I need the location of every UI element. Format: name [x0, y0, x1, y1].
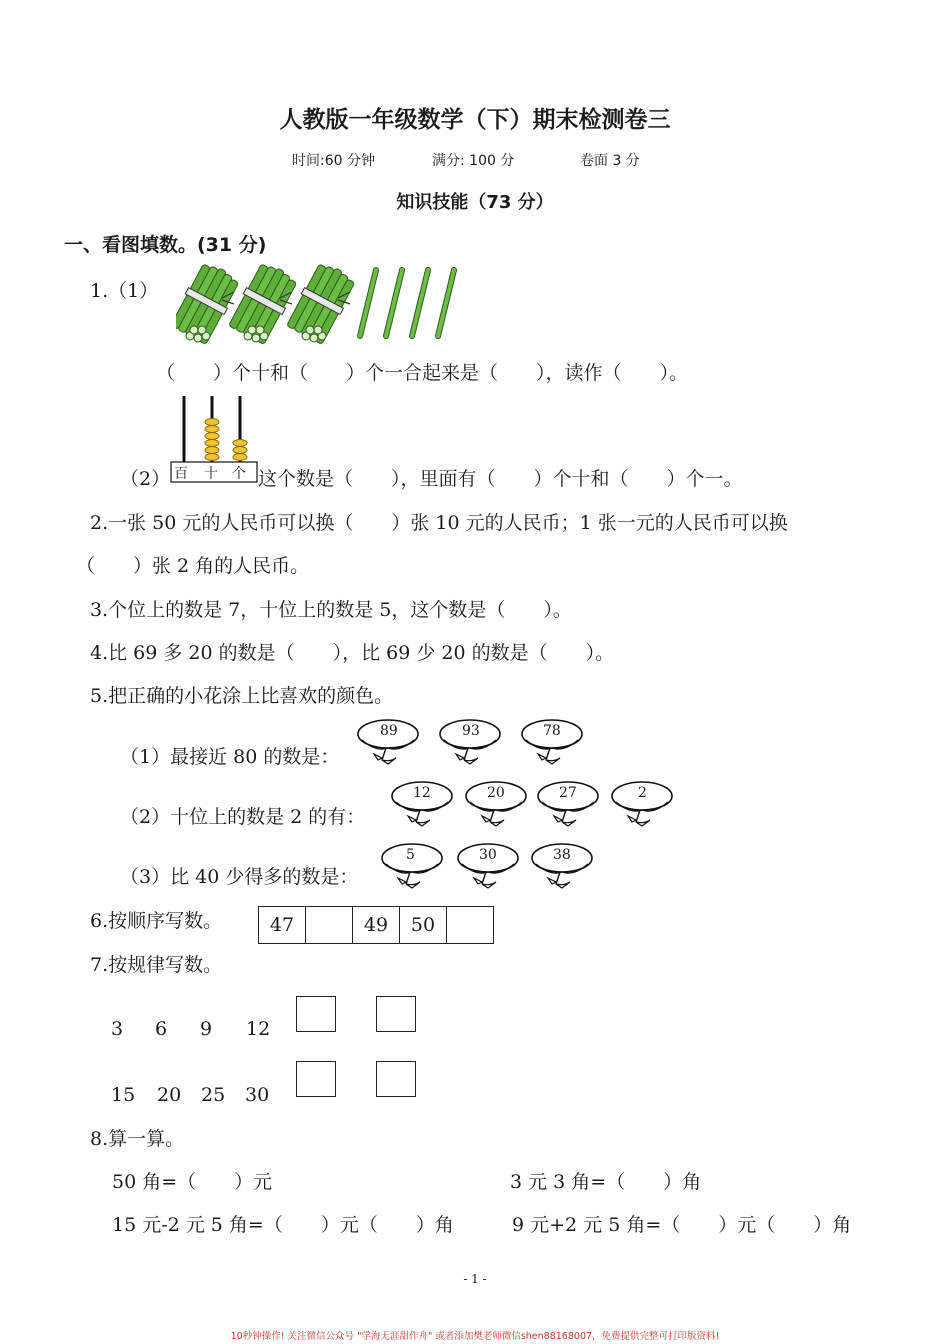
q5-title: 5.把正确的小花涂上比喜欢的颜色。 [90, 685, 394, 707]
exam-full-score: 满分: 100 分 [432, 153, 515, 169]
abacus-label-ones: 个 [232, 466, 246, 482]
flower-number: 38 [553, 847, 571, 863]
q8-label: 8.算一算。 [90, 1128, 185, 1150]
pattern-number: 3 [111, 1018, 124, 1040]
stick-bundles-illustration [176, 262, 466, 346]
page-title: 人教版一年级数学（下）期末检测卷三 [279, 107, 671, 133]
pattern-number: 25 [201, 1084, 226, 1106]
flower-number: 5 [406, 847, 415, 863]
q3-text: 3.个位上的数是 7，十位上的数是 5，这个数是（ ）。 [90, 599, 572, 621]
abacus-label-hundreds: 百 [174, 466, 188, 482]
flower-number: 12 [413, 785, 431, 801]
flower-number: 20 [487, 785, 505, 801]
q4-text: 4.比 69 多 20 的数是（ ），比 69 少 20 的数是（ ）。 [90, 642, 615, 664]
sequence-cell: 49 [353, 907, 400, 944]
answer-box[interactable] [296, 1061, 336, 1097]
q1-part2-label: （2） [120, 468, 171, 490]
pattern-number: 6 [155, 1018, 168, 1040]
abacus-label-tens: 十 [204, 466, 218, 482]
flower-number: 2 [638, 785, 647, 801]
pattern-number: 30 [245, 1084, 270, 1106]
q5-row1-label: （1）最接近 80 的数是： [120, 746, 340, 768]
q2-line2: （ ）张 2 角的人民币。 [76, 555, 310, 577]
q8-item: 9 元+2 元 5 角=（ ）元（ ）角 [512, 1214, 852, 1236]
q7-label: 7.按规律写数。 [90, 954, 223, 976]
pattern-number: 15 [111, 1084, 136, 1106]
sequence-table [258, 906, 494, 944]
answer-box[interactable] [296, 996, 336, 1032]
pattern-number: 9 [200, 1018, 213, 1040]
q5-row3-label: （3）比 40 少得多的数是： [120, 866, 359, 888]
page-number: - 1 - [463, 1272, 487, 1286]
footer-note: 10秒钟操作! 关注微信公众号 "学海无涯甜作舟" 或者添加樊老师微信shen88168007，免费提供完整可打印版资料! [230, 1331, 720, 1342]
flower-number: 89 [380, 723, 398, 739]
exam-neatness-score: 卷面 3 分 [580, 153, 640, 169]
flower-number: 93 [462, 723, 480, 739]
q8-item: 3 元 3 角=（ ）角 [510, 1171, 702, 1193]
flower-number: 27 [559, 785, 577, 801]
q2-line1: 2.一张 50 元的人民币可以换（ ）张 10 元的人民币；1 张一元的人民币可以换 [90, 512, 788, 534]
sequence-cell-blank[interactable] [447, 907, 494, 944]
flower-number: 78 [543, 723, 561, 739]
sequence-cell: 50 [400, 907, 447, 944]
flower-number: 30 [479, 847, 497, 863]
q8-item: 15 元-2 元 5 角=（ ）元（ ）角 [112, 1214, 454, 1236]
pattern-number: 12 [246, 1018, 271, 1040]
sequence-cell: 47 [259, 907, 306, 944]
q1-label: 1.（1） [90, 280, 159, 302]
q1-part1-text: （ ）个十和（ ）个一合起来是（ ），读作（ ）。 [156, 362, 689, 384]
part-title: 知识技能（73 分） [396, 192, 554, 213]
section-heading: 一、看图填数。(31 分) [64, 234, 267, 256]
q8-item: 50 角=（ ）元 [112, 1171, 273, 1193]
q1-part2-text: 这个数是（ ），里面有（ ）个十和（ ）个一。 [258, 468, 743, 490]
pattern-number: 20 [157, 1084, 182, 1106]
answer-box[interactable] [376, 996, 416, 1032]
exam-time: 时间:60 分钟 [292, 153, 375, 169]
answer-box[interactable] [376, 1061, 416, 1097]
sequence-cell-blank[interactable] [306, 907, 353, 944]
q6-label: 6.按顺序写数。 [90, 910, 223, 932]
q5-row2-label: （2）十位上的数是 2 的有： [120, 806, 366, 828]
